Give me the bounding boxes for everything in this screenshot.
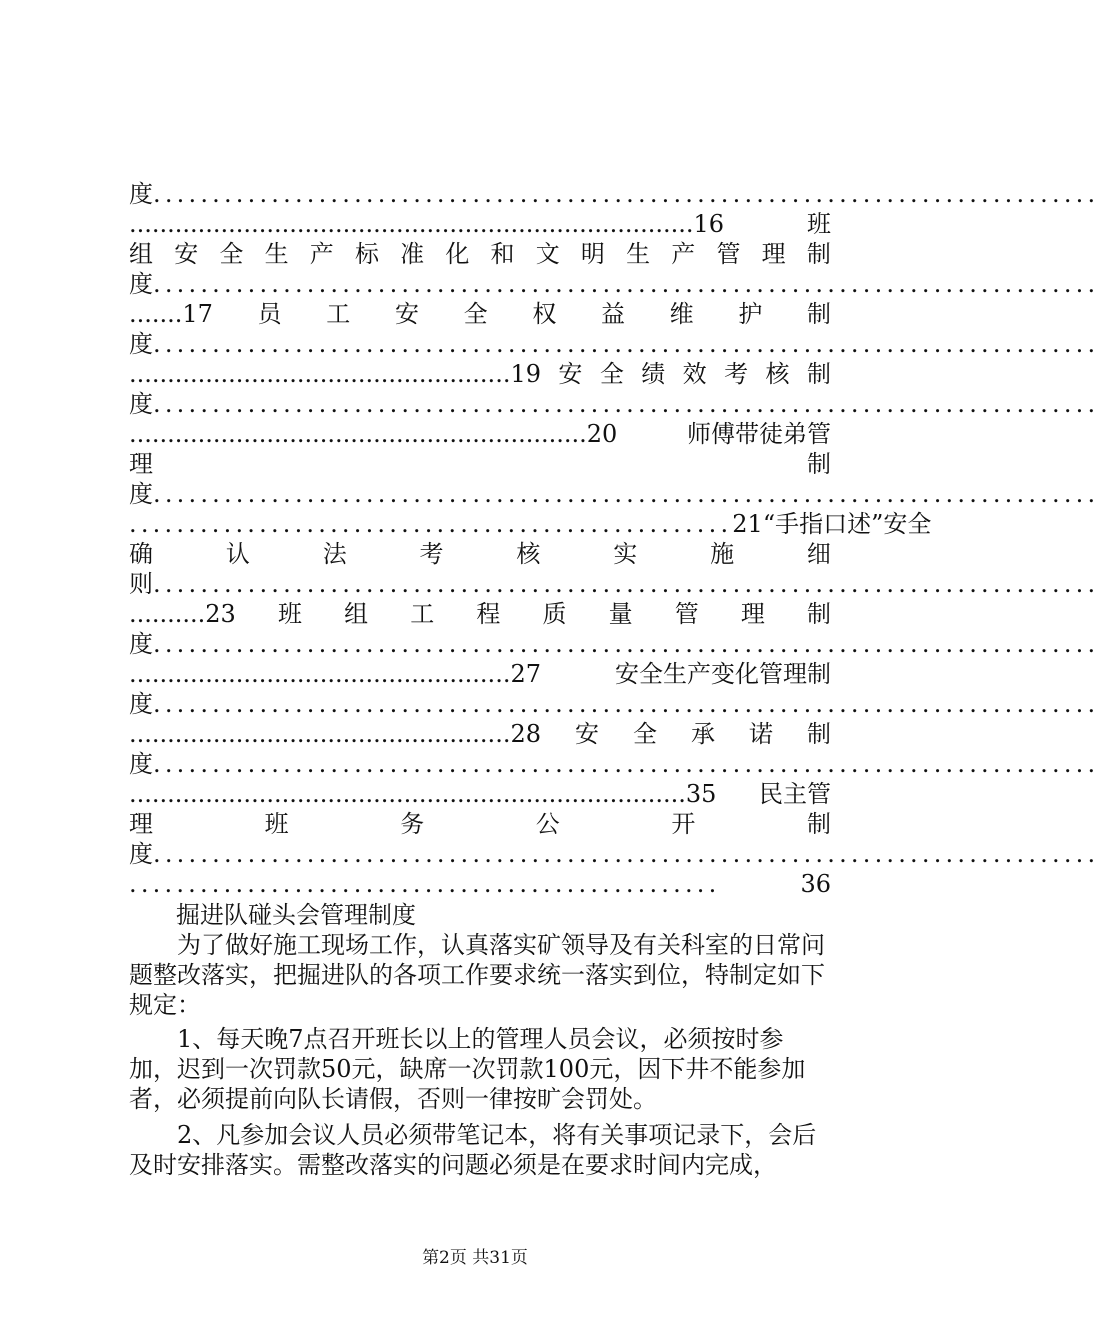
toc-token: 班 — [277, 600, 302, 628]
toc-token: 量 — [608, 600, 633, 628]
toc-token: 护 — [738, 300, 763, 328]
toc-token: 考 — [724, 360, 749, 388]
toc-line — [129, 389, 1099, 419]
toc-token: 制 — [806, 720, 831, 748]
toc-token: 理 — [129, 450, 153, 478]
toc-token: 管 — [716, 240, 741, 268]
toc-token: 效 — [682, 360, 707, 388]
toc-token: 核 — [765, 360, 790, 388]
toc-leader-dots: ................................................................................ — [153, 840, 1099, 868]
toc-token: 安 — [558, 360, 583, 388]
toc-token: 权 — [532, 300, 557, 328]
toc-token: 生 — [264, 240, 289, 268]
toc-line — [129, 239, 831, 269]
toc-token: 实 — [613, 540, 638, 568]
toc-token: 考 — [419, 540, 444, 568]
toc-token: 认 — [225, 540, 250, 568]
toc-line — [129, 659, 831, 689]
toc-text: 21“手指口述”安全 — [732, 510, 932, 538]
toc-text: 度 — [129, 330, 153, 358]
toc-line — [129, 269, 1099, 299]
toc-leader-dots: ................................................................................ — [153, 330, 1099, 358]
toc-token: 安 — [394, 300, 419, 328]
toc-line — [129, 779, 831, 809]
toc-token: 全 — [599, 360, 624, 388]
toc-leader-dots: ................................................................................ — [153, 690, 1099, 718]
toc-token: ..........23 — [129, 600, 236, 628]
paragraph: 为了做好施工现场工作，认真落实矿领导及有关科室的日常问题整改落实，把掘进队的各项工作要求统一落实到位，特制定如下规定： — [129, 931, 825, 1019]
toc-token: 质 — [542, 600, 567, 628]
toc-leader-dots: ................................................................................ — [153, 270, 1099, 298]
toc-token: 承 — [690, 720, 715, 748]
toc-line — [129, 539, 831, 569]
toc-token: 标 — [354, 240, 379, 268]
toc-token: 生 — [626, 240, 651, 268]
toc-token: 益 — [600, 300, 625, 328]
toc-line — [129, 449, 831, 479]
toc-token: 理 — [740, 600, 765, 628]
toc-token: 和 — [490, 240, 515, 268]
toc-line — [129, 719, 831, 749]
toc-token: 产 — [671, 240, 696, 268]
toc-leader-dots: ................................................................................ — [153, 390, 1099, 418]
toc-line — [129, 509, 932, 539]
toc-token: 法 — [322, 540, 347, 568]
toc-token: 组 — [129, 240, 153, 268]
toc-leader-dots: ................................................... — [129, 510, 733, 538]
toc-leader-dots: ................................................................................ — [153, 750, 1099, 778]
toc-token: 班 — [264, 810, 289, 838]
page-footer: 第2页 共31页 — [422, 1248, 528, 1268]
toc-token: 产 — [309, 240, 334, 268]
toc-text: 度 — [129, 750, 153, 778]
toc-text: 度 — [129, 690, 153, 718]
toc-leader-dots: .................................................. — [129, 870, 721, 898]
toc-line — [129, 179, 1099, 209]
toc-token: 理 — [761, 240, 786, 268]
toc-token: 制 — [807, 450, 831, 478]
toc-token: .........................................................................35 — [129, 780, 717, 808]
toc-token: ............................................................20 — [129, 420, 618, 448]
paragraph: 1、每天晚7点召开班长以上的管理人员会议，必须按时参加，迟到一次罚款50元，缺席一次罚款100元，因下井不能参加者，必须提前向队长请假，否则一律按旷会罚处。 — [129, 1025, 806, 1113]
toc-token: 化 — [445, 240, 470, 268]
toc-line — [129, 809, 831, 839]
toc-token: 文 — [535, 240, 560, 268]
toc-token: 明 — [580, 240, 605, 268]
toc-text: 度 — [129, 480, 153, 508]
toc-token: 工 — [410, 600, 435, 628]
toc-line — [129, 209, 831, 239]
toc-line — [129, 689, 1099, 719]
toc-token: 组 — [344, 600, 369, 628]
toc-token: 制 — [806, 600, 831, 628]
toc-text: 则 — [129, 570, 153, 598]
toc-token: 民主管 — [759, 780, 831, 808]
paragraph: 2、凡参加会议人员必须带笔记本，将有关事项记录下，会后及时安排落实。需整改落实的问题必须是在要求时间内完成， — [129, 1121, 817, 1179]
toc-line — [129, 569, 1099, 599]
toc-token: 师傅带徒弟管 — [687, 420, 831, 448]
section-heading: 掘进队碰头会管理制度 — [176, 901, 416, 929]
toc-leader-dots: ................................................................................ — [153, 630, 1099, 658]
toc-token: 安全生产变化管理制 — [615, 660, 831, 688]
toc-token: 全 — [463, 300, 488, 328]
toc-line — [129, 869, 831, 899]
toc-text: 度 — [129, 270, 153, 298]
toc-token: 工 — [326, 300, 351, 328]
toc-text: 度 — [129, 390, 153, 418]
toc-token: ..........................................................................16 — [129, 210, 725, 238]
toc-line — [129, 749, 1099, 779]
toc-line — [129, 839, 1099, 869]
toc-text: 度 — [129, 630, 153, 658]
toc-token: ..................................................27 — [129, 660, 541, 688]
toc-token: 班 — [807, 210, 831, 238]
toc-token: 安 — [174, 240, 199, 268]
toc-text: 度 — [129, 840, 153, 868]
toc-line — [129, 299, 831, 329]
toc-token: 理 — [129, 810, 153, 838]
toc-text: 36 — [800, 870, 831, 898]
toc-token: 制 — [806, 360, 831, 388]
toc-line — [129, 599, 831, 629]
toc-line — [129, 479, 1099, 509]
toc-token: 全 — [219, 240, 244, 268]
toc-line — [129, 329, 1099, 359]
toc-text: 度 — [129, 180, 153, 208]
toc-token: 确 — [129, 540, 153, 568]
toc-token: 全 — [632, 720, 657, 748]
toc-token: 开 — [671, 810, 696, 838]
toc-leader-dots: ................................................................................ — [153, 480, 1099, 508]
toc-token: 安 — [574, 720, 599, 748]
toc-token: 维 — [669, 300, 694, 328]
toc-token: 细 — [806, 540, 831, 568]
toc-token: 程 — [476, 600, 501, 628]
toc-token: 制 — [806, 810, 831, 838]
toc-token: ..................................................28 — [129, 720, 541, 748]
toc-token: 核 — [516, 540, 541, 568]
toc-token: 制 — [806, 240, 831, 268]
toc-line — [129, 359, 831, 389]
toc-token: 管 — [674, 600, 699, 628]
toc-token: 制 — [807, 300, 831, 328]
toc-line — [129, 629, 1099, 659]
toc-leader-dots: ................................................................................ — [153, 570, 1099, 598]
toc-token: 员 — [257, 300, 282, 328]
toc-token: 公 — [535, 810, 560, 838]
toc-line — [129, 419, 831, 449]
toc-token: 施 — [710, 540, 735, 568]
toc-token: 绩 — [641, 360, 666, 388]
toc-token: 准 — [400, 240, 425, 268]
toc-token: 诺 — [748, 720, 773, 748]
toc-token: .......17 — [129, 300, 213, 328]
toc-leader-dots: ................................................................................ — [153, 180, 1099, 208]
toc-token: ..................................................19 — [129, 360, 541, 388]
toc-token: 务 — [400, 810, 425, 838]
